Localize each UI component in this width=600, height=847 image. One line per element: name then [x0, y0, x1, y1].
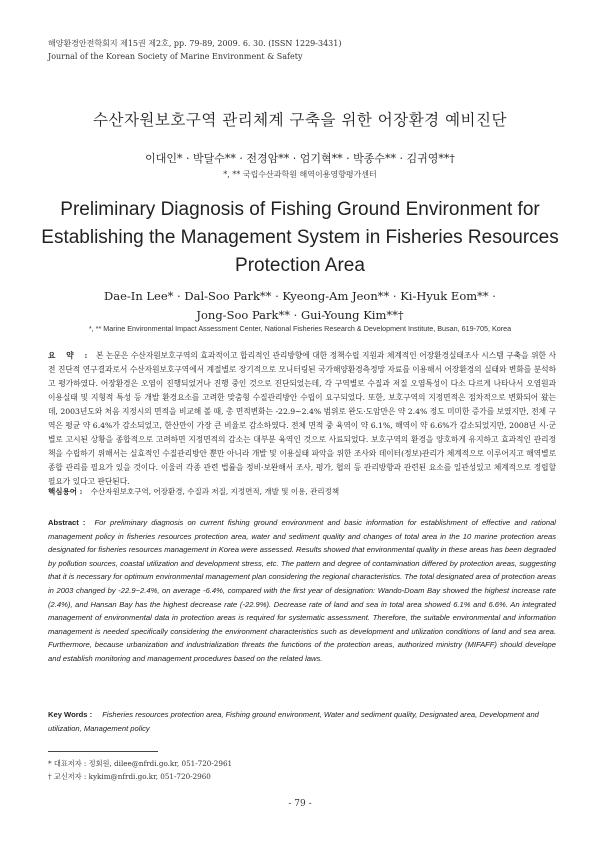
title-english: Preliminary Diagnosis of Fishing Ground Environment for Establishing the Management System in Fisheries Resources Protection Area: [41, 199, 559, 276]
affiliation-korean: *, ** 국립수산과학원 해역이용영향평가센터: [223, 170, 377, 179]
authors-english-line-2: Jong-Soo Park** · Gui-Young Kim**†: [196, 308, 404, 322]
footnote-first-author: * 대표저자 : 정회원, dilee@nfrdi.go.kr, 051-720-2961: [48, 759, 233, 768]
authors-english: [40, 287, 560, 325]
keywords-english-label: Key Words :: [48, 710, 93, 719]
footnotes: [48, 757, 232, 783]
footnote-corresponding-author: † 교신저자 : kykim@nfrdi.go.kr, 051-720-2960: [48, 772, 211, 781]
keywords-korean: [48, 486, 556, 497]
affiliation-english: *, ** Marine Environmental Impact Assessment Center, National Fisheries Research & Development Institute, Busan, 619-705, Korea: [88, 324, 512, 333]
authors-english-line-1: Dae-In Lee* · Dal-Soo Park** · Kyeong-Am Jeon** · Ki-Hyuk Eom** ·: [104, 289, 496, 303]
abstract-english-label: Abstract :: [48, 518, 86, 527]
abstract-english: [48, 516, 556, 666]
keywords-korean-label: 핵심용어 :: [48, 487, 83, 496]
keywords-english-text: Fisheries resources protection area, Fishing ground environment, Water and sediment quality, Designated area, Development and utilization, Management policy: [48, 710, 539, 733]
authors-korean: 이대인* · 박달수** · 전경암** · 엄기혁** · 박종수** · 김귀영**†: [145, 152, 455, 165]
title-korean: 수산자원보호구역 관리체계 구축을 위한 어장환경 예비진단: [93, 111, 507, 129]
keywords-korean-text: 수산자원보호구역, 어장환경, 수질과 저질, 지정면적, 개발 및 이용, 관리정책: [90, 487, 340, 496]
abstract-korean: [48, 349, 556, 489]
journal-name-en: Journal of the Korean Society of Marine Environment & Safety: [48, 52, 303, 61]
journal-citation-line: 해양환경안전학회지 제15권 제2호, pp. 79-89, 2009. 6. 30. (ISSN 1229-3431): [48, 39, 342, 48]
footnote-divider: [48, 751, 158, 752]
abstract-korean-text: 본 논문은 수산자원보호구역의 효과적이고 합리적인 관리방향에 대한 정책수립 지원과 체계적인 어장환경실태조사 시스템 구축을 위한 사전 진단적 연구결과로서 수산자원보호구역에서 계절별로 장기적으로 모니터링된 국가해양환경측정망 자료를 이용해서 어장환경의 실태와 변화를 분석하고 평가하였다. 어장환경은 오염이 진행되었거나 진행 중인 것으로 진단되었는데, 각 구역별로 수질과 저질 오염특성이 다소 다르게 나타나서 오염원과 이용실태 및 지형적 특성 등 개발 환경요소를 고려한 맞춤형 수질관리방안 수립이 요구되었다. 또한, 보호구역의 지정면적은 점차적으로 변화되어 왔는데, 2003년도와 처음 지정시의 면적을 비교해 볼 때, 총 면적변화는 -22.9~2.4% 범위로 완도·도암만은 약 2.4% 정도 미미한 증가를 보였지만, 전체 구역은 평균 약 6.4%가 감소되었고, 한산만이 가장 큰 비율로 감소하였다. 전체 면적 중 육역이 약 6.1%, 해역이 약 6.6%가 감소되었지만, 2008년 시·군별로 고시된 상황을 종합적으로 고려하면 지정면적의 감소는 대부분 육역인 것으로 사료되었다. 보호구역의 환경을 양호하게 유지하고 효과적인 관리정책을 수립하기 위해서는 실효적인 수질관리방안 뿐만 아니라 개발 및 이용실태 파악을 위한 조사와 데이터(정보)관리가 체계적으로 이루어지고 해역별로 종합 관리를 필요가 있을 것이다. 이울러 각종 관련 법률을 정비·보완해서 조사, 평가, 협의 등 관리방향과 관련된 요소를 일관성있고 체계적으로 정립할 필요가 있다고 판단된다.: [48, 351, 556, 486]
abstract-english-text: For preliminary diagnosis on current fishing ground environment and basic information for establishment of effective and rational management policy in fisheries resources protection area, water and sediment quality and changes of total area in the 10 marine protection areas designated for fisheries resources management in Korea were assessed. Results showed that environmental quality in these areas has been degraded by pollution sources, coastal utilization and development stress, etc. The pattern and degree of contamination differed by protection areas, suggesting that it is necessary for optimum environmental management plan considering the regional characteristics. The total designated area of protection areas in 2003 changed by -22.9~2.4%, on average -6.4%, compared with the first year of designation: Wando-Doam Bay showed the highest increase rate (2.4%), and Hansan Bay has the highest decrease rate (-22.9%). Decrease rate of land and sea in total area showed 6.1% and 6.6%. An integrated management of environmental data in protection areas is required for systematic assessment. Therefore, the suitable environmental and information management is needed specifically considering the environment characteristics such as development and utilization conditions of land and sea area. Furthermore, because urbanization and industrialization threats the functions of the protection areas, authorized ministry (MIFAFF) should develope and establish monitoring and management procedures based on the related laws.: [48, 518, 556, 663]
keywords-english: [48, 708, 556, 736]
page-number: - 79 -: [288, 799, 312, 809]
journal-header: [48, 37, 341, 63]
abstract-korean-label: 요 약 :: [48, 351, 92, 360]
